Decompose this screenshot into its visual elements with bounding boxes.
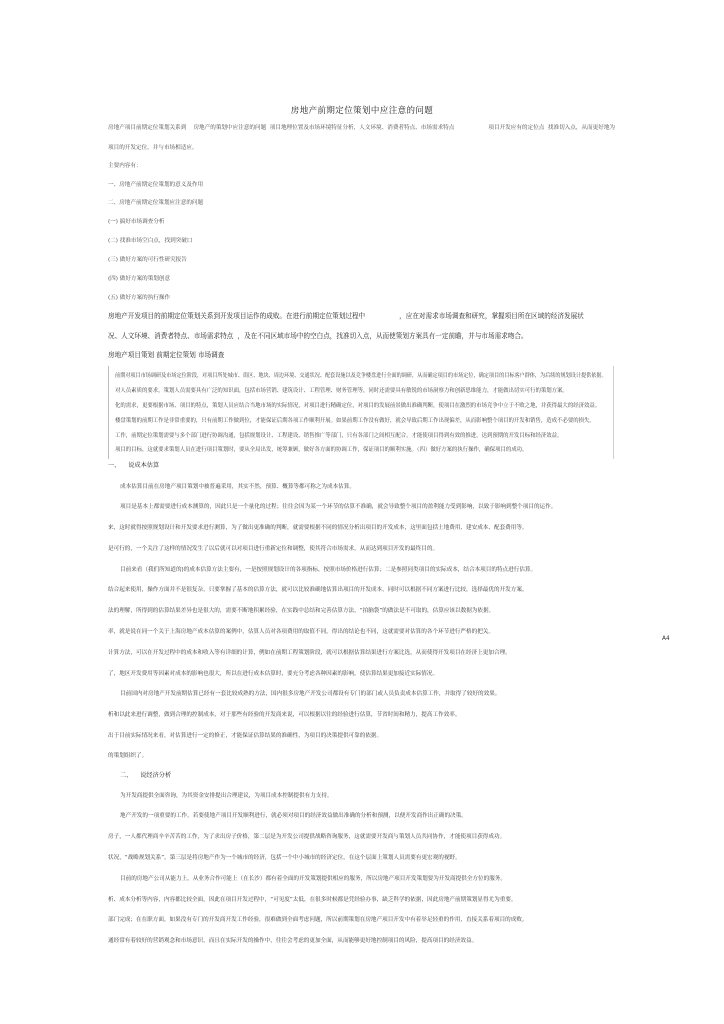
toc-item: (五) 做好方案的执行操作 xyxy=(108,295,171,301)
intro-line-1 xyxy=(108,124,615,132)
body-line: 地产开发的一项重要的工作，若要使地产项目开发顺利进行，就必须对项目的经济效益做出准确的分析和预测，以便开发商作出正确的决策。 xyxy=(120,813,467,819)
intro-seg-3: 项目地理位置及市场环境特征分析，人文环境、消费者特点、市场需求特点 xyxy=(269,125,455,131)
section-1-heading xyxy=(108,462,159,470)
para-2-b: ，及在不同区域市场中的空白点，找准切入点，从而使策划方案具有一定前瞻，并与市场需求吻合。 xyxy=(237,332,528,340)
body-line: 率，就是说在同一个关于上海房地产成本估算的案例中，估算人员对各项费用的取值不同，得出的结论也不同，这就需要对估算的各个环节进行严格的把关。 xyxy=(108,629,494,635)
quote-box xyxy=(108,366,614,459)
body-line: 项目是基本上都需要进行成本测算的，因此只是一个量化的过程；往往会因为某一个环节的估算不准确，就会导致整个项目的盈利能力受到影响，以致于影响到整个项目的运作。 xyxy=(120,504,557,510)
body-line: 来，这时就得按照规划设计和开发要求进行测算，为了做出更准确的判断，就需要根据不同的情况分析出项目的开发成本，这里面包括土地费用、建安成本、配套费用等。 xyxy=(108,525,528,531)
body-line: 是可行的，一个关注了这样的情况发生了以后就可以对项目进行重新定位和调整，使其符合市场需求，从而达到项目开发的最终目的。 xyxy=(108,546,439,552)
body-line: 析、成本分析等内容，内容都比较全面，因此在项目开发过程中，“可见度”太低，在很多时候都是凭经验办事，缺乏科学的依据，因此房地产前期策划显得尤为重要。 xyxy=(108,897,517,903)
toc-item: (一) 搞好市场调查分析 xyxy=(108,219,165,225)
document-title: 房地产前期定位策划中应注意的问题 xyxy=(290,106,434,116)
intro-seg-2: 房地产的策划中应注意的问题 xyxy=(193,125,267,131)
para-2 xyxy=(108,332,528,340)
box-line: 对人员素质的要求，策划人员需要具有广泛的知识面，包括市场营销、建筑设计、工程管理、财务管理等，同时还需要具有敏锐的市场洞察力和创新思维能力，才能做出切实可行的策划方案。 xyxy=(115,388,568,394)
toc-label: 主要内容有： xyxy=(108,163,142,169)
body-line: 目前来看（我们所知道的)的成本估算方法主要有，一是按照规划设计的各项指标，按照市场价格进行估算；二是参照同类项目的实际成本，结合本项目的特点进行估算。 xyxy=(120,567,537,573)
body-line: 了，地区开发费用等因素对成本的影响也很大，所以在进行成本估算时，要充分考虑各种因素的影响，使估算结果更加接近实际情况。 xyxy=(108,671,439,677)
body-line: 房子，一人都代理商辛辛苦苦的工作，为了求出房子价格，第二层是为开发公司提供战略咨询服务，这就需要开发商与策划人员共同协作，才能使项目获得成功。 xyxy=(108,834,506,840)
body-line: 部门完成；在在职方面，如果没有专门的开发商开发工作经验，很难做到全面考虑问题，所以前期策划在房地产项目开发中有着举足轻重的作用，直接关系着项目的成败。 xyxy=(108,917,528,923)
para-2-a: 况、人文环境、消费者特点、市场需求特点 xyxy=(108,332,234,340)
body-line: 计算方法，可以在开发过程中的成本和收入等有详细的计算，例如在前期工程策划阶段，就可以根据估算结果进行方案比选，从而使得开发项目在经济上更加合理。 xyxy=(108,650,511,656)
body-line: 结合起来使用，操作方面并不是很复杂，只要掌握了基本的估算方法，就可以比较准确地估算出项目的开发成本，同时可以根据不同方案进行比较，选择最优的开发方案。 xyxy=(108,587,528,593)
para-1-b: ，应在对需求市场调查和研究，掌握项目所在区域的经济发展状 xyxy=(399,312,584,320)
body-line: 为开发商提供全面咨询，为其资金安排提出合理建议，为项目成本控制提供有力支持。 xyxy=(120,793,333,799)
box-line: 前期对项目市场调研及市场定位阶段，对项目所处城市、街区、地块、周边环境、交通状况、配套设施以及竞争楼盘进行全面的调研，从而确定项目的市场定位，确定项目的目标客户群体，为后续的规划设计提供依据。 xyxy=(115,373,607,379)
keywords: 房地产项目策划 前期定位策划 市场调查 xyxy=(108,351,225,359)
section-2-number: 二、 xyxy=(120,772,133,779)
body-line: 出于目前实际情况来看，对估算进行一定的修正，才能保证估算结果的准确性，为项目的决策提供可靠的依据。 xyxy=(108,733,383,739)
para-1 xyxy=(108,312,584,320)
toc-item: (四) 做好方案的策划创意 xyxy=(108,276,171,282)
body-line: 成本估算目前在房地产项目策划中被普遍采用，其实不然，预算、概算等都可称之为成本估算。 xyxy=(120,484,355,490)
body-line: 法的理解，所得到的估算结果差异也是很大的，需要不断地积累经验，在实践中总结和完善估算方法，“拍脑袋”的做法是不可取的，估算应该以数据为依据。 xyxy=(108,608,495,614)
toc-item: (三) 做好方案的可行性研究报告 xyxy=(108,257,187,263)
body-line: 析和以此来进行调整，做到合理的控制成本，对于那些有经验的开发商来说，可以根据以往的经验进行估算，节省时间和精力，提高工作效率。 xyxy=(108,712,461,718)
box-line: 化的需求，更要根据市场、项目的特点，策划人员应结合当地市场的实际情况，对项目进行精确定位，对项目的发展前景做出准确判断，使项目在激烈的市场竞争中立于不败之地，并获得最大的经济效益。 xyxy=(115,403,601,409)
page-size-label: A4 xyxy=(662,636,670,642)
body-line: 通经常有着较好的营销观念和市场意识，而且在实际开发的操作中，往往会考虑的更加全面，从而能够更好地控制项目的风险，提高项目的经济效益。 xyxy=(108,938,478,944)
intro-seg-4: 项目开发应有的定位点 xyxy=(488,125,545,131)
intro-seg-5: 找准切入点，从而更好地为 xyxy=(547,125,616,131)
section-2-heading xyxy=(120,772,171,780)
toc-item: (二) 找准市场空白点，找到突破口 xyxy=(108,238,193,244)
box-line: 楼盘策划的前期工作是非常重要的，只有前期工作做到位，才能保证后期各项工作顺利开展。如果前期工作没有做好，就会导致后期工作出现偏差，从而影响整个项目的开发和销售，造成不必要的损失。 xyxy=(115,418,595,424)
body-line: 状况，“战略规划关系”，第三层是将房地产作为一个城市的经济，包括一个中小城市的经济定位，在这个层面上策划人员需要有更宏观的视野。 xyxy=(108,855,461,861)
para-1-a: 房地产开发项目的前期定位策划关系到开发项目运作的成败。在进行前期定位策划过程中 xyxy=(108,312,366,320)
toc-item: 一、房地产前期定位策划的意义及作用 xyxy=(108,182,204,188)
body-line: 目前的房地产公司从能力上，从业务合作可能上（在长沙）都有着全面的开发策划提供相应的服务，所以房地产项目开发策划要为开发商提供全方位的服务。 xyxy=(120,876,506,882)
body-line: 目前国内对房地产开发前期估算已经有一套比较成熟的方法，国内很多房地产开发公司都设有专门的部门或人员负责成本估算工作，并取得了较好的效果。 xyxy=(120,691,501,697)
section-1-title: 说成本估算 xyxy=(128,462,160,469)
section-2-title: 说经济分析 xyxy=(140,772,172,779)
box-line: 项目的目标，这就要求策划人员在进行项目策划时，要从全局出发，统筹兼顾，做好各方面的协调工作，保证项目的顺利实施。（四）做好方案的执行操作，确保项目的成功。 xyxy=(115,447,528,453)
section-1-number: 一、 xyxy=(108,462,121,469)
box-line: 工作，前期定位策划需要与多个部门进行协调沟通，包括规划设计、工程建设、销售推广等部门，只有各部门之间相互配合，才能使项目得到有效的推进，达到预期的开发目标和经济效益。 xyxy=(115,433,563,439)
toc-item: 二、房地产前期定位策划应注意的问题 xyxy=(108,200,204,206)
intro-line-2: 项目的开发定位，并与市场相适应。 xyxy=(108,145,198,151)
intro-seg-1: 房地产项目前期定位策划关系到 xyxy=(108,125,187,131)
body-line: 的策划组织了。 xyxy=(108,753,148,759)
